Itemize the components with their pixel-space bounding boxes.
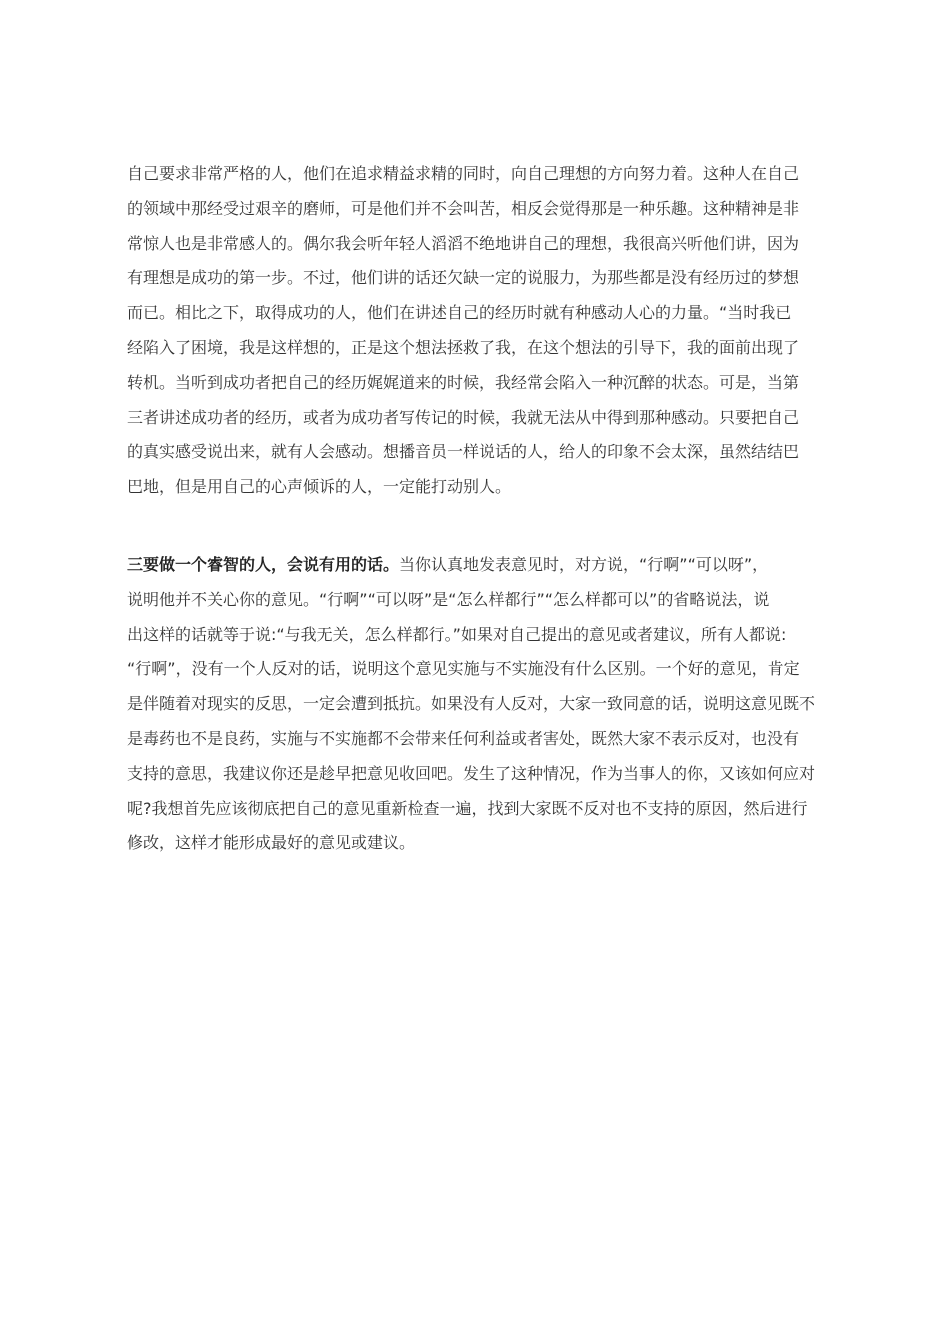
paragraph-1-line-7: 转机。当听到成功者把自己的经历娓娓道来的时候，我经常会陷入一种沉醉的状态。可是，当第 [127, 372, 800, 392]
paragraph-1-line-5: 而已。相比之下，取得成功的人，他们在讲述自己的经历时就有种感动人心的力量。“当时我已 [127, 303, 792, 323]
paragraph-2-lead: 三要做一个睿智的人，会说有用的话。 [127, 555, 400, 574]
paragraph-2 [127, 548, 837, 861]
paragraph-1-line-8: 三者讲述成功者的经历，或者为成功者写传记的时候，我就无法从中得到那种感动。只要把自己 [127, 407, 800, 427]
paragraph-1-line-3: 常惊人也是非常感人的。偶尔我会听年轻人滔滔不绝地讲自己的理想，我很高兴听他们讲，因为 [127, 233, 800, 253]
paragraph-1-line-1: 自己要求非常严格的人，他们在追求精益求精的同时，向自己理想的方向努力着。这种人在自己 [127, 164, 800, 183]
paragraph-2-line-7: 支持的意思，我建议你还是趁早把意见收回吧。发生了这种情况，作为当事人的你，又该如何应对 [127, 763, 816, 783]
paragraph-2-line-4: “行啊”，没有一个人反对的话，说明这个意见实施与不实施没有什么区别。一个好的意见，肯定 [127, 659, 800, 679]
paragraph-1 [127, 157, 837, 505]
paragraph-2-line-2: 说明他并不关心你的意见。“行啊”“可以呀”是“怎么样都行”“怎么样都可以”的省略说法，说 [127, 589, 770, 609]
paragraph-1-line-6: 经陷入了困境，我是这样想的，正是这个想法拯救了我，在这个想法的引导下，我的面前出现了 [127, 337, 800, 357]
paragraph-2-line-3: 出这样的话就等于说:“与我无关，怎么样都行。”如果对自己提出的意见或者建议，所有人都说: [127, 624, 787, 644]
paragraph-2-line-1-rest: 当你认真地发表意见时，对方说，“行啊”“可以呀”， [399, 555, 769, 574]
paragraph-1-line-2: 的领域中那经受过艰辛的磨师，可是他们并不会叫苦，相反会觉得那是一种乐趣。这种精神是非 [127, 198, 800, 218]
paragraph-1-line-10: 巴地，但是用自己的心声倾诉的人，一定能打动别人。 [127, 477, 512, 497]
paragraph-1-line-9: 的真实感受说出来，就有人会感动。想播音员一样说话的人，给人的印象不会太深，虽然结结巴 [127, 442, 800, 462]
paragraph-2-line-6: 是毒药也不是良药，实施与不实施都不会带来任何利益或者害处，既然大家不表示反对，也没有 [127, 728, 800, 748]
paragraph-2-line-5: 是伴随着对现实的反思，一定会遭到抵抗。如果没有人反对，大家一致同意的话，说明这意见既不 [127, 694, 816, 714]
paragraph-2-line-8: 呢?我想首先应该彻底把自己的意见重新检查一遍，找到大家既不反对也不支持的原因，然后进行 [127, 798, 808, 818]
paragraph-2-line-9: 修改，这样才能形成最好的意见或建议。 [127, 833, 416, 853]
paragraph-1-line-4: 有理想是成功的第一步。不过，他们讲的话还欠缺一定的说服力，为那些都是没有经历过的梦想 [127, 268, 800, 288]
